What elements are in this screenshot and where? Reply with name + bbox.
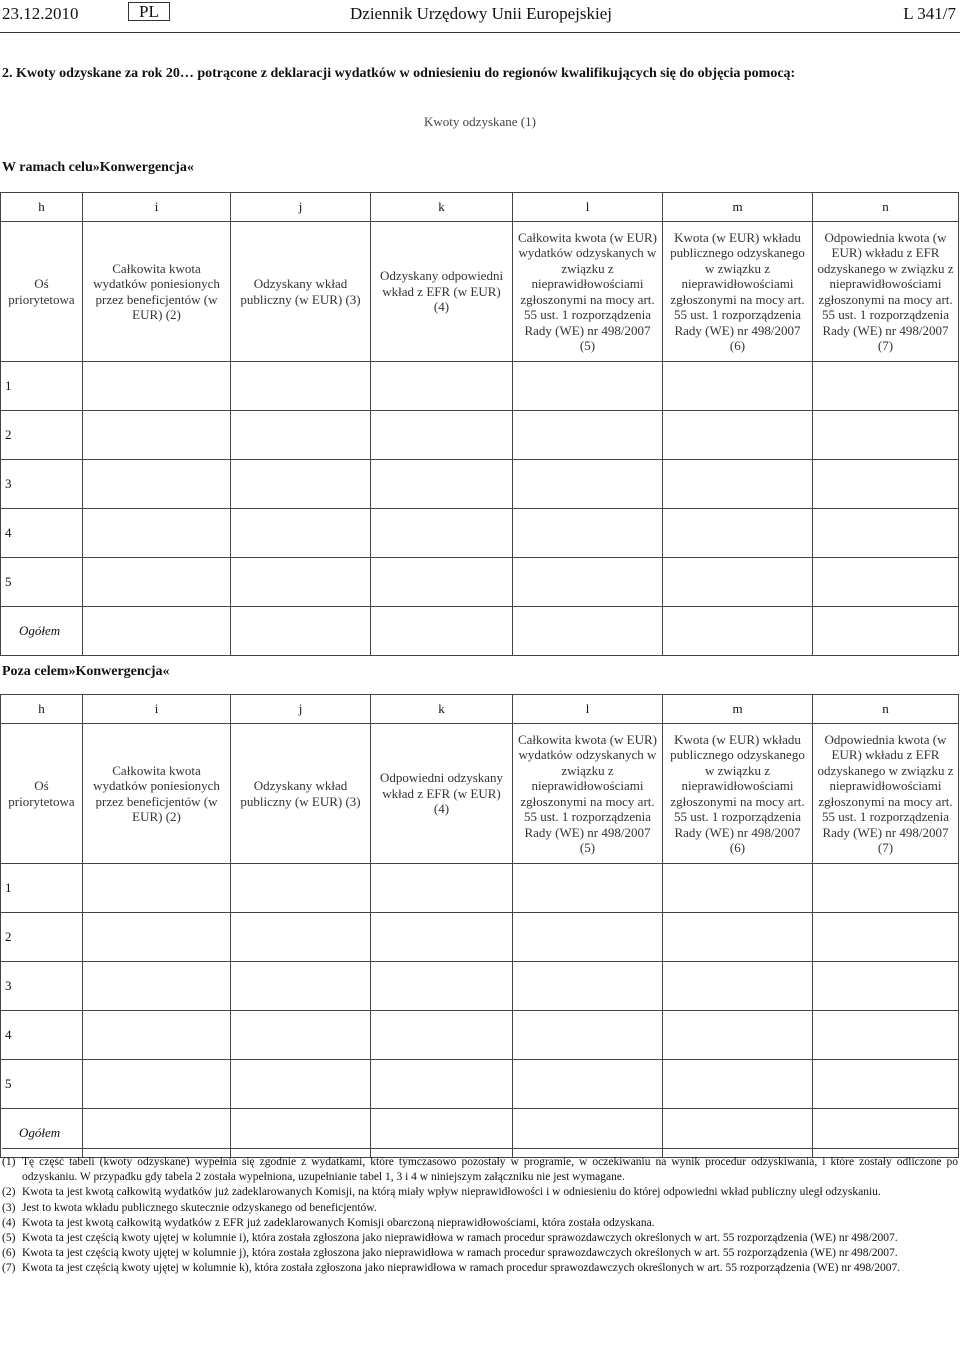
table-cell[interactable]	[513, 1060, 663, 1109]
table-cell[interactable]	[371, 913, 513, 962]
table-cell[interactable]	[83, 607, 231, 656]
column-header: Odpowiedni odzyskany wkład z EFR (w EUR) (4)	[371, 724, 513, 864]
table-cell[interactable]	[663, 607, 813, 656]
table-cell[interactable]	[663, 864, 813, 913]
table-cell[interactable]	[663, 1060, 813, 1109]
footnote-text: Tę część tabeli (kwoty odzyskane) wypełnia się zgodnie z wydatkami, które tymczasowo pozostały w programie, w oczekiwaniu na wynik procedur odzyskiwania, i które zostały odliczone po odzyskaniu. W przypadku gdy tabela 2 została wypełniona, uzupełnianie tabel 1, 3 i 4 w niniejszym załączniku nie jest wymagane.	[22, 1156, 958, 1184]
footnote-mark: (6)	[2, 1247, 16, 1260]
row-number: 5	[1, 558, 83, 607]
table-cell[interactable]	[83, 1060, 231, 1109]
table-cell[interactable]	[83, 962, 231, 1011]
column-letters-row	[1, 193, 959, 222]
footnote-text: Kwota ta jest częścią kwoty ujętej w kolumnie i), która została zgłoszona jako nieprawidłowa w ramach procedur sprawozdawczych określonych w art. 55 rozporządzenia (WE) nr 498/2007.	[22, 1232, 898, 1245]
table-cell[interactable]	[813, 1060, 959, 1109]
footnote-mark: (4)	[2, 1216, 16, 1229]
column-header: Kwota (w EUR) wkładu publicznego odzyskanego w związku z nieprawidłowościami zgłoszonymi na mocy art. 55 ust. 1 rozporządzenia Rady (WE) nr 498/2007 (6)	[663, 724, 813, 864]
non-convergence-table	[0, 694, 959, 1158]
column-letter: j	[231, 193, 371, 222]
row-number: 1	[1, 864, 83, 913]
table-row	[1, 558, 959, 607]
table-cell[interactable]	[83, 362, 231, 411]
table-cell[interactable]	[231, 509, 371, 558]
table-cell[interactable]	[371, 962, 513, 1011]
row-number: 4	[1, 509, 83, 558]
amounts-label: Kwoty odzyskane (1)	[424, 114, 536, 129]
table-cell[interactable]	[663, 1011, 813, 1060]
convergence-title: W ramach celu»Konwergencja«	[2, 160, 194, 175]
footnote-mark: (2)	[2, 1186, 16, 1199]
table-cell[interactable]	[813, 460, 959, 509]
table-cell[interactable]	[813, 558, 959, 607]
table-cell[interactable]	[371, 1011, 513, 1060]
table-cell[interactable]	[513, 864, 663, 913]
table-cell[interactable]	[813, 411, 959, 460]
total-label: Ogółem	[1, 607, 83, 656]
footnote	[2, 1246, 958, 1261]
table-cell[interactable]	[513, 1011, 663, 1060]
column-header: Odzyskany wkład publiczny (w EUR) (3)	[231, 724, 371, 864]
column-header: Całkowita kwota wydatków poniesionych przez beneficjentów (w EUR) (2)	[83, 724, 231, 864]
column-headers-row	[1, 222, 959, 362]
column-header: Całkowita kwota wydatków poniesionych przez beneficjentów (w EUR) (2)	[83, 222, 231, 362]
table-cell[interactable]	[513, 913, 663, 962]
footnote	[2, 1231, 958, 1246]
table-cell[interactable]	[663, 913, 813, 962]
column-header: Odpowiednia kwota (w EUR) wkładu z EFR odzyskanego w związku z nieprawidłowościami zgłoszonymi na mocy art. 55 ust. 1 rozporządzenia Rady (WE) nr 498/2007 (7)	[813, 222, 959, 362]
footnote	[2, 1201, 958, 1216]
page-header	[0, 0, 960, 33]
table-cell[interactable]	[83, 1011, 231, 1060]
column-letter: l	[513, 695, 663, 724]
table-cell[interactable]	[371, 362, 513, 411]
footnote-mark: (3)	[2, 1201, 16, 1214]
table-row	[1, 1011, 959, 1060]
column-letters-row	[1, 695, 959, 724]
table-cell[interactable]	[813, 864, 959, 913]
table-cell[interactable]	[231, 460, 371, 509]
row-number: 4	[1, 1011, 83, 1060]
table-cell[interactable]	[663, 411, 813, 460]
table-row	[1, 460, 959, 509]
table-cell[interactable]	[371, 558, 513, 607]
table-cell[interactable]	[813, 509, 959, 558]
column-letter: n	[813, 193, 959, 222]
row-number: 3	[1, 962, 83, 1011]
column-letter: m	[663, 695, 813, 724]
table-row	[1, 864, 959, 913]
table-cell[interactable]	[513, 460, 663, 509]
table-cell[interactable]	[231, 607, 371, 656]
column-letter: i	[83, 695, 231, 724]
table-cell[interactable]	[513, 607, 663, 656]
total-label: Ogółem	[1, 1109, 83, 1158]
column-letter: m	[663, 193, 813, 222]
table-cell[interactable]	[371, 411, 513, 460]
table-cell[interactable]	[663, 362, 813, 411]
table-cell[interactable]	[813, 362, 959, 411]
table-cell[interactable]	[513, 509, 663, 558]
column-letter: h	[1, 695, 83, 724]
row-number: 3	[1, 460, 83, 509]
column-letter: j	[231, 695, 371, 724]
table-cell[interactable]	[83, 913, 231, 962]
footnote	[2, 1155, 958, 1185]
column-header: Całkowita kwota (w EUR) wydatków odzyskanych w związku z nieprawidłowościami zgłoszonymi na mocy art. 55 ust. 1 rozporządzenia Rady (WE) nr 498/2007 (5)	[513, 222, 663, 362]
table-cell[interactable]	[231, 1011, 371, 1060]
table-cell[interactable]	[513, 962, 663, 1011]
publication-date: 23.12.2010	[2, 4, 79, 23]
column-letter: i	[83, 193, 231, 222]
footnote-mark: (5)	[2, 1232, 16, 1245]
column-header: Oś priorytetowa	[1, 724, 83, 864]
footnote-mark: (7)	[2, 1262, 16, 1275]
footnote-text: Jest to kwota wkładu publicznego skutecznie odzyskanego od beneficjentów.	[22, 1201, 377, 1214]
table-cell[interactable]	[83, 558, 231, 607]
table-cell[interactable]	[83, 509, 231, 558]
table-cell[interactable]	[231, 1060, 371, 1109]
table-row	[1, 411, 959, 460]
table-row	[1, 913, 959, 962]
table-cell[interactable]	[663, 962, 813, 1011]
table-cell[interactable]	[813, 962, 959, 1011]
table-cell[interactable]	[231, 913, 371, 962]
table-cell[interactable]	[83, 460, 231, 509]
footnote	[2, 1261, 958, 1276]
footnote-text: Kwota ta jest częścią kwoty ujętej w kolumnie k), która została zgłoszona jako nieprawidłowa w ramach procedur sprawozdawczych określonych w art. 55 rozporządzenia (WE) nr 498/2007.	[22, 1262, 901, 1275]
table-cell[interactable]	[513, 558, 663, 607]
table-cell[interactable]	[513, 362, 663, 411]
column-header: Kwota (w EUR) wkładu publicznego odzyskanego w związku z nieprawidłowościami zgłoszonymi na mocy art. 55 ust. 1 rozporządzenia Rady (WE) nr 498/2007 (6)	[663, 222, 813, 362]
table-cell[interactable]	[83, 864, 231, 913]
column-letter: l	[513, 193, 663, 222]
footnote-text: Kwota ta jest częścią kwoty ujętej w kolumnie j), która została zgłoszona jako nieprawidłowa w ramach procedur sprawozdawczych określonych w art. 55 rozporządzenia (WE) nr 498/2007.	[22, 1247, 898, 1260]
footnote-text: Kwota ta jest kwotą całkowitą wydatków z EFR już zadeklarowanych Komisji obarczoną nieprawidłowościami, która została odzyskana.	[22, 1216, 655, 1229]
table-cell[interactable]	[231, 864, 371, 913]
table-cell[interactable]	[371, 864, 513, 913]
table-row	[1, 1060, 959, 1109]
table-cell[interactable]	[231, 362, 371, 411]
journal-title: Dziennik Urzędowy Unii Europejskiej	[350, 4, 613, 23]
column-letter: k	[371, 695, 513, 724]
row-number: 2	[1, 913, 83, 962]
table-cell[interactable]	[371, 460, 513, 509]
row-number: 5	[1, 1060, 83, 1109]
table-cell[interactable]	[513, 411, 663, 460]
column-header: Odzyskany wkład publiczny (w EUR) (3)	[231, 222, 371, 362]
column-letter: h	[1, 193, 83, 222]
column-header: Odzyskany odpowiedni wkład z EFR (w EUR) (4)	[371, 222, 513, 362]
table-cell[interactable]	[663, 558, 813, 607]
table-cell[interactable]	[663, 509, 813, 558]
column-header: Oś priorytetowa	[1, 222, 83, 362]
column-headers-row	[1, 724, 959, 864]
table-cell[interactable]	[371, 1060, 513, 1109]
section-title: 2. Kwoty odzyskane za rok 20… potrącone z deklaracji wydatków w odniesieniu do regionów kwalifikujących się do objęcia pomocą:	[2, 66, 796, 81]
table-cell[interactable]	[813, 913, 959, 962]
column-header: Odpowiednia kwota (w EUR) wkładu z EFR odzyskanego w związku z nieprawidłowościami zgłoszonymi na mocy art. 55 ust. 1 rozporządzenia Rady (WE) nr 498/2007 (7)	[813, 724, 959, 864]
row-number: 1	[1, 362, 83, 411]
table-cell[interactable]	[813, 607, 959, 656]
column-letter: k	[371, 193, 513, 222]
total-row	[1, 607, 959, 656]
table-row	[1, 962, 959, 1011]
table-cell[interactable]	[813, 1011, 959, 1060]
page-number: L 341/7	[903, 4, 956, 23]
table-row	[1, 509, 959, 558]
column-letter: n	[813, 695, 959, 724]
language-badge: PL	[128, 2, 170, 21]
table-cell[interactable]	[663, 460, 813, 509]
convergence-table	[0, 192, 959, 656]
footnotes	[2, 1148, 958, 1277]
non-convergence-title: Poza celem»Konwergencja«	[2, 664, 170, 679]
table-cell[interactable]	[371, 509, 513, 558]
table-cell[interactable]	[231, 962, 371, 1011]
table-cell[interactable]	[83, 411, 231, 460]
table-cell[interactable]	[371, 607, 513, 656]
footnote-text: Kwota ta jest kwotą całkowitą wydatków już zadeklarowanych Komisji, na którą miały wpływ nieprawidłowości i w odniesieniu do której odpowiedni wkład publiczny uległ odzyskaniu.	[22, 1186, 881, 1199]
footnote	[2, 1185, 958, 1200]
row-number: 2	[1, 411, 83, 460]
column-header: Całkowita kwota (w EUR) wydatków odzyskanych w związku z nieprawidłowościami zgłoszonymi na mocy art. 55 ust. 1 rozporządzenia Rady (WE) nr 498/2007 (5)	[513, 724, 663, 864]
table-cell[interactable]	[231, 558, 371, 607]
table-cell[interactable]	[231, 411, 371, 460]
footnote-mark: (1)	[2, 1156, 16, 1168]
table-row	[1, 362, 959, 411]
footnote	[2, 1216, 958, 1231]
